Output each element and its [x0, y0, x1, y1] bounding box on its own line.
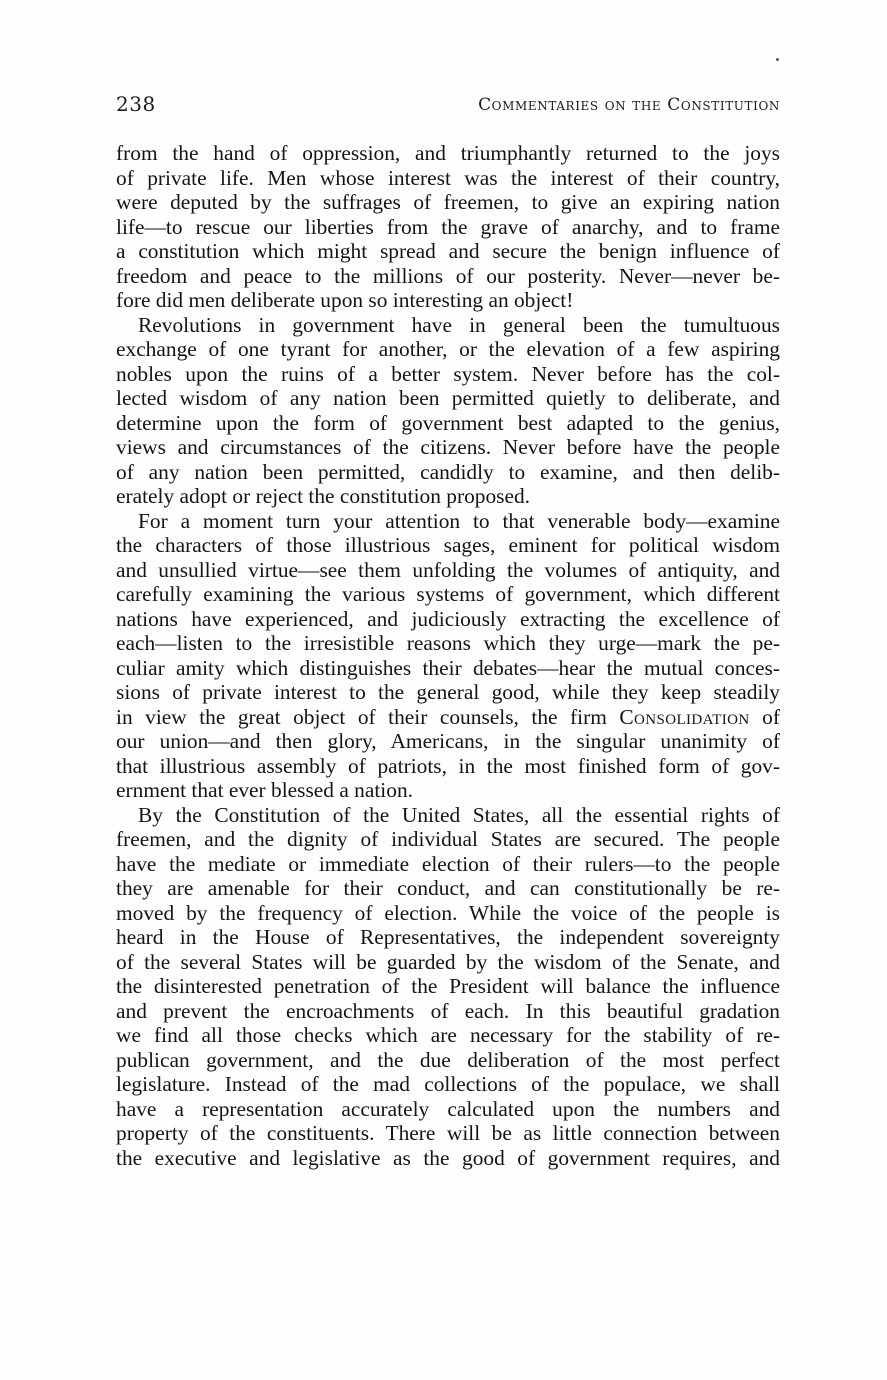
text-line: the characters of those illustrious sages, eminent for political wisdom: [116, 533, 780, 557]
text-line: For a moment turn your attention to that venerable body—examine: [138, 508, 780, 533]
text-line: lected wisdom of any nation been permitted quietly to deliberate, and: [116, 386, 780, 410]
text-line: nations have experienced, and judiciously extracting the excellence of: [116, 606, 780, 631]
text-line: a constitution which might spread and secure the benign influence of: [116, 239, 780, 263]
text-line: culiar amity which distinguishes their debates—hear the mutual conces-: [116, 655, 780, 680]
text-line: sions of private interest to the general good, while they keep steadily: [116, 680, 780, 704]
text-line-with-emphasis: [116, 705, 780, 730]
text-line: have a representation accurately calculated upon the numbers and: [116, 1096, 780, 1121]
page-number: 238: [116, 92, 156, 116]
text-line: and prevent the encroachments of each. In this beautiful gradation: [116, 998, 780, 1023]
text-line: the disinterested penetration of the President will balance the influence: [116, 974, 780, 998]
page-header: [116, 92, 780, 118]
text-line: carefully examining the various systems of government, which different: [116, 582, 780, 606]
text-line: publican government, and the due deliberation of the most perfect: [116, 1047, 780, 1072]
text-line: and unsullied virtue—see them unfolding the volumes of antiquity, and: [116, 557, 780, 582]
text-line: our union—and then glory, Americans, in the singular unanimity of: [116, 729, 780, 753]
text-line: By the Constitution of the United States, all the essential rights of: [138, 802, 780, 827]
text-line: views and circumstances of the citizens. Never before have the people: [116, 435, 780, 459]
text-line: ernment that ever blessed a nation.: [116, 778, 413, 802]
text-line: nobles upon the ruins of a better system. Never before has the col-: [116, 361, 780, 386]
stray-mark: [776, 58, 779, 61]
text-line: from the hand of oppression, and triumphantly returned to the joys: [116, 141, 780, 165]
text-line: life—to rescue our liberties from the grave of anarchy, and to frame: [116, 214, 780, 239]
text-fragment: in view the great object of their counsels, the firm: [116, 704, 607, 729]
text-line: moved by the frequency of election. While the voice of the people is: [116, 900, 780, 925]
text-line: each—listen to the irresistible reasons which they urge—mark the pe-: [116, 631, 780, 655]
text-line: property of the constituents. There will be as little connection between: [116, 1121, 780, 1145]
text-line: the executive and legislative as the good of government requires, and: [116, 1145, 780, 1170]
text-line: Revolutions in government have in general been the tumultuous: [138, 312, 780, 337]
text-line: heard in the House of Representatives, the independent sovereignty: [116, 925, 780, 949]
text-line: of private life. Men whose interest was the interest of their country,: [116, 165, 780, 190]
text-line: freemen, and the dignity of individual States are secured. The people: [116, 827, 780, 851]
text-line: legislature. Instead of the mad collections of the populace, we shall: [116, 1072, 780, 1096]
text-line: freedom and peace to the millions of our posterity. Never—never be-: [116, 263, 780, 288]
text-line: have the mediate or immediate election of their rulers—to the people: [116, 851, 780, 876]
text-fragment: of: [762, 704, 780, 729]
text-line: they are amenable for their conduct, and can constitutionally be re-: [116, 876, 780, 900]
text-line: we find all those checks which are necessary for the stability of re-: [116, 1023, 780, 1047]
text-line: that illustrious assembly of patriots, in the most finished form of gov-: [116, 753, 780, 778]
running-head: Commentaries on the Constitution: [478, 95, 780, 115]
text-line: fore did men deliberate upon so interesting an object!: [116, 288, 574, 312]
text-line: determine upon the form of government best adapted to the genius,: [116, 410, 780, 435]
body-text: [116, 141, 780, 1170]
text-line: of the several States will be guarded by the wisdom of the Senate, and: [116, 949, 780, 974]
small-caps-word: Consolidation: [619, 704, 750, 729]
text-line: were deputed by the suffrages of freemen, to give an expiring nation: [116, 190, 780, 214]
text-line: exchange of one tyrant for another, or the elevation of a few aspiring: [116, 337, 780, 361]
text-line: of any nation been permitted, candidly to examine, and then delib-: [116, 459, 780, 484]
text-line: erately adopt or reject the constitution proposed.: [116, 484, 531, 508]
